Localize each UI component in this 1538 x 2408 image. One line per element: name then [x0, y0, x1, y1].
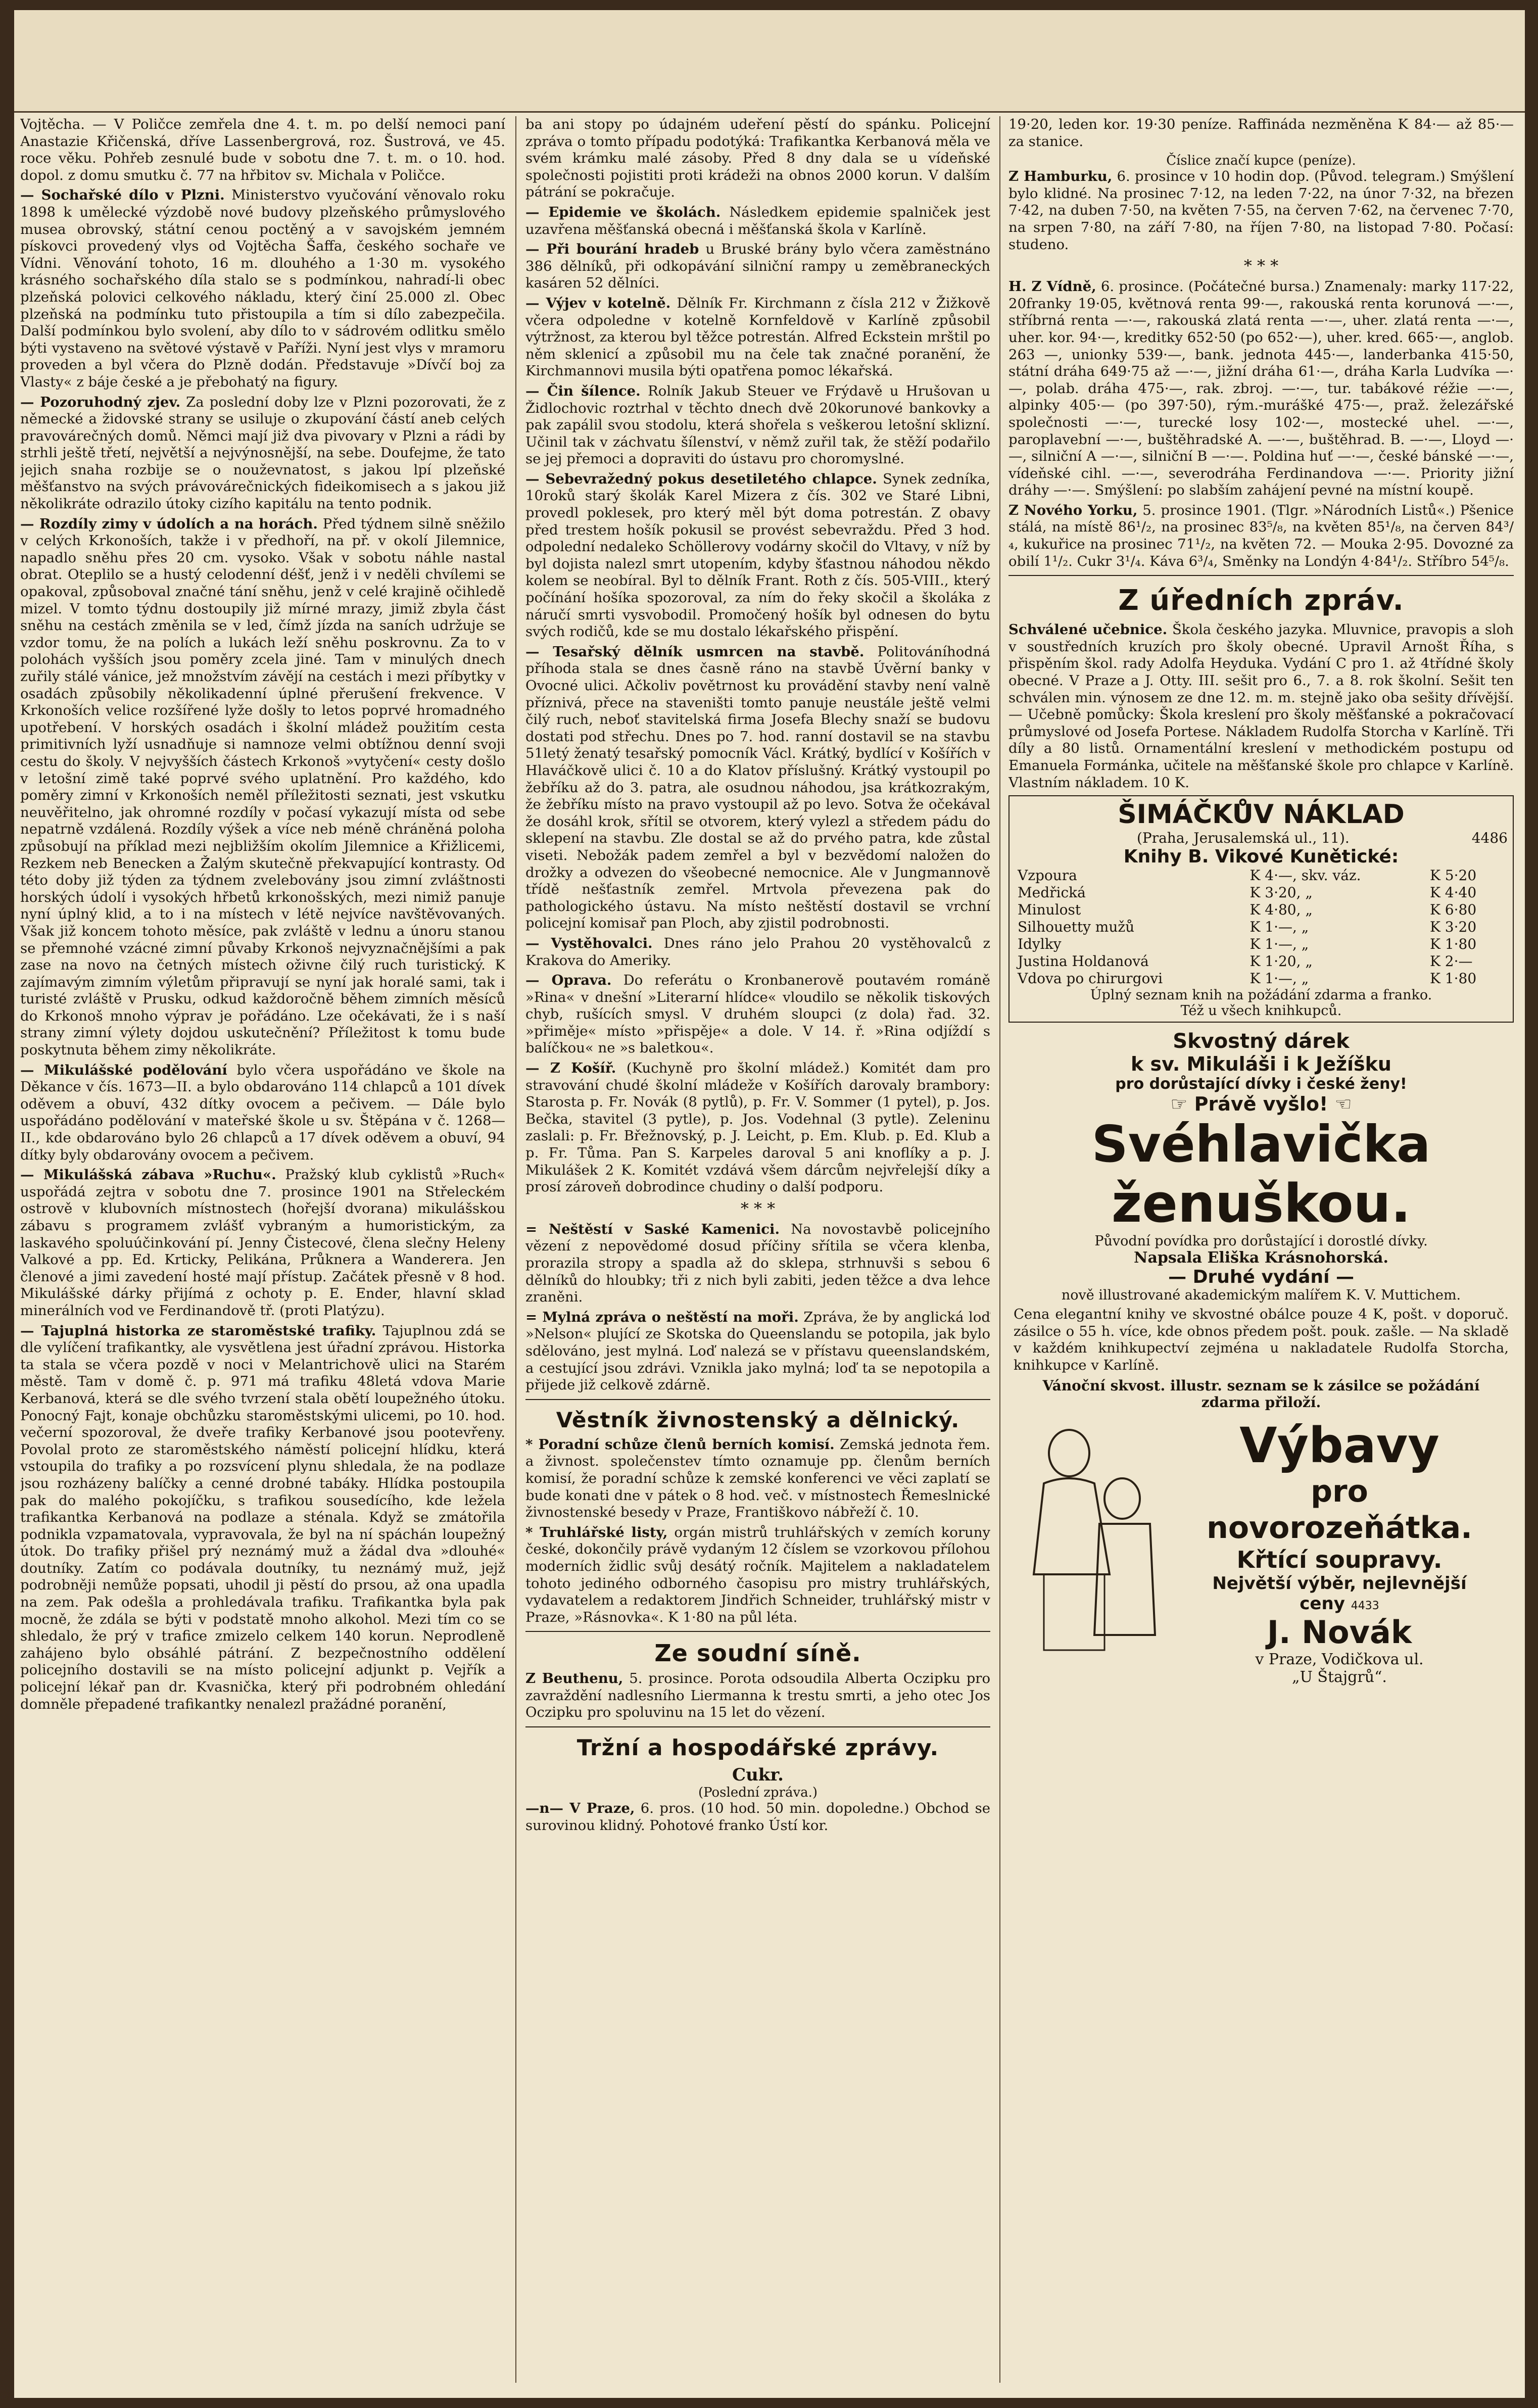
article-cukr-praha: [525, 1800, 990, 1834]
table-row: [1015, 867, 1508, 884]
ad-number: 4433: [1351, 1599, 1379, 1612]
ad-line: [1175, 1594, 1504, 1614]
ad-svehlavicka: [1008, 1027, 1514, 1413]
book-title: Silhouetty mužů: [1018, 919, 1135, 936]
column-1: [20, 116, 505, 2383]
table-row: [1015, 936, 1508, 953]
ad-headline: ženuškou.: [1111, 1173, 1411, 1235]
ad-subtitle: Knihy B. Vikové Kunětické:: [1123, 846, 1399, 868]
ad-line: — Druhé vydání —: [1168, 1267, 1354, 1288]
article-pozoruhodny-zjev: [20, 394, 505, 513]
article-text: Rolník Jakub Steuer ve Frýdavě u Hrušovan u Židlochovic roztrhal v těchto dnech dvě 20korunové bankovky a pak zapálil svou stodolu, která shořela s veškerou letošní sklizní. Učinil tak v záchvatu šílenství, v němž zuřil tak, že stěží podařilo se jej přemoci a dopraviti do ústavu pro choromyslné.: [525, 382, 990, 467]
headline: — Tajuplná historka ze staroměstské trafiky.: [20, 1322, 376, 1339]
article-mylna-zprava: [525, 1309, 990, 1394]
article-tesarsky-delnik: [525, 644, 990, 932]
headline: Z Beuthenu,: [525, 1670, 623, 1687]
ad-headline: J. Novák: [1267, 1613, 1412, 1651]
divider: [525, 1631, 990, 1632]
article-obituary: Vojtěcha. — V Poličce zemřela dne 4. t. m. po delší nemoci paní Anastazie Křičenská, dříve Lassenbergrová, roz. Šustrová, ve 45. roce věku. Pohřeb zesnulé bude v sobotu dne 7. t. m. o 10. hod. dopol. z domu smutku č. 77 na hřbitov sv. Michala v Poličce.: [20, 116, 505, 183]
headline: — Sebevražedný pokus desetiletého chlapce.: [525, 470, 877, 487]
book-price-bound: K 6·80: [1429, 901, 1477, 919]
ad-line-text: ceny: [1300, 1593, 1345, 1614]
divider: [525, 1726, 990, 1727]
headline: * Truhlářské listy,: [525, 1524, 668, 1540]
book-price: K 1·—, „: [1249, 936, 1309, 953]
article-text: 5. prosince. Porota odsoudila Alberta Oczipku pro zavraždění nadlesního Liermanna k trestu smrti, a jeho otec Jos Oczipku pro spoluvinu na 15 let do vězení.: [525, 1670, 990, 1721]
article-text: Pražský klub cyklistů »Ruch« uspořádá zejtra v sobotu dne 7. prosince 1901 na Střeleckém ostrově v klubovních místnostech (hořejší dvorana) mikulášskou zábavu s programem zvlášť vybraným a humoristickým, za laskavého spoluúčinkování pí. Jenny Čistecové, člena slečny Heleny Valkové a pp. Ed. Krticky, Pelikána, Průknera a Wanderera. Jen členové a jimi zavedení hosté mají přístup. Začátek přesně v 8 hod. Mikulášské dárky přijímá z ochoty p. E. Ender, hlavní sklad minerálních vod ve Ferdinandově tř. (proti Platýzu).: [20, 1167, 505, 1319]
separator-stars: * * *: [740, 1198, 776, 1218]
headline: = Mylná zpráva o neštěstí na moři.: [525, 1309, 799, 1325]
headline: —n— V Praze,: [525, 1800, 635, 1817]
ad-line: „U Štajgrů“.: [1292, 1668, 1387, 1686]
book-price: K 1·—, „: [1249, 970, 1309, 987]
article-text: orgán mistrů truhlářských v zemích koruny české, dokončily právě vydaným 12 číslem se vzorkovou přílohou moderních židlic svůj desátý ročník. Majitelem a nakladatelem tohoto jediného odborného časopisu pro mistry truhlářských, vydavatelem a redaktorem Jindřich Schneider, truhlářský mistr v Praze, »Rásnovka«. K 1·80 na půl léta.: [525, 1524, 990, 1625]
table-row: [1015, 884, 1508, 901]
ad-address: [1015, 830, 1508, 846]
ad-line: Největší výběr, nejlevnější: [1212, 1573, 1467, 1594]
book-price-bound: K 3·20: [1429, 919, 1477, 936]
subsection-cukr: Cukr.: [732, 1765, 784, 1786]
article-text: 6. pros. (10 hod. 50 min. dopoledne.) Obchod se surovinou klidný. Pohotové franko Ústí kor.: [525, 1800, 990, 1834]
book-price: K 1·—, „: [1249, 919, 1309, 936]
article-cin-silence: [525, 383, 990, 468]
article-bourani-hradeb: [525, 241, 990, 292]
divider: [1008, 575, 1514, 576]
book-title: Vdova po chirurgovi: [1018, 970, 1163, 987]
ad-footer-2: Též u všech knihkupců.: [1180, 1003, 1342, 1019]
headline: — Epidemie ve školách.: [525, 204, 721, 220]
article-socharske-dilo: [20, 187, 505, 391]
article-tajuplna-historka: [20, 1323, 505, 1713]
article-epidemie: [525, 204, 990, 238]
ad-headline: Svéhlavička: [1091, 1115, 1431, 1174]
table-row: [1015, 919, 1508, 936]
article-text: 6. prosince v 10 hodin dop. (Původ. telegram.) Smýšlení bylo klidné. Na prosinec 7·12, na leden 7·22, na únor 7·32, na březen 7·42, na duben 7·50, na květen 7·55, na červen 7·62, na červenec 7·70, na srpen 7·80, na září 7·80, na říjen 7·80, na listopad 7·80. Počasí: studeno.: [1008, 168, 1514, 253]
article-text: Před týdnem silně sněžilo v celých Krkonoších, takže i v předhoří, na př. v okolí Jilemnice, napadlo sněhu přes 20 cm. vysoko. Však v sobotu náhle nastal obrat. Oteplilo se a hustý celodenní déšť, jenž i v neděli chvílemi se opakoval, způsoboval značné tání sněhu, jenž v celé krajině očihledě mizel. V tomto týdnu dostoupily již mírné mrazy, jimiž zbyla část sněhu na cestách změnila se v led, čímž jízda na saních udržuje se vzdor tomu, že na polích a lukách leží sněhu poskrovnu. Za to v polohách vyšších jsou poměry zcela jiné. Tam v minulých dnech zuřily stálé vánice, jež množstvím závějí na cestách i mezi příbytky v osadách způsobily několikadenní úplné přerušení frekvence. V Krkonoších velice rozšířené lyže došly to letos poprvé hromadného upotřebení. V horských osadách i školní mládež použitím cesta primitivních lyží usnadňuje si namnoze velmi obtížnou denní svoji cestu do školy. V nejvyšších částech Krkonoš »vytyčení« cesty došlo v letošní zimě také poprvé svého uplatnění. Pro každého, kdo poměry zimní v Krkonoších neměl příležitosti seznati, jest vskutku neuvěřitelno, jak ohromné rozdíly v počasí vykazují místa od sebe nepatrně vzdálená. Rozdíly výšek a více neb méně chráněná poloha způsobují na příklad mezi nejbližším okolím Jilemnice a Křižlicemi, Rezkem neb Benecken a Žalým skutečně překvapující kontrasty. Od této doby již týden za týdnem zvelebovány jsou zimní zvláštnosti horských údolí i vysokých hřbetů krkonošských, mezi nimiž panuje nyní úplný klid, a to i na místech v létě nejvíce navštěvovaných. Však již koncem tohoto měsíce, pak zvláště v lednu a únoru stanou se přemnohé vzácné zimní půvaby Krkonoš nejvyznačnějšími a pak zase na novo na četných místech oživne čilý ruch turistický. K zajímavým zimním výletům připravují se nyní jak horalé sami, tak i turisté zvláště v Prusku, odkud každoročně během zimních měsíců do Krkonoš mnoho výprav je pořádáno. Lze očekávati, že i s naší strany zimní výlety dojdou uskutečnění? Příležitost k tomu bude poskytnuta během zimy několikráte.: [20, 515, 505, 1058]
book-price: K 4·—, skv. váz.: [1249, 867, 1361, 884]
article-text: Zemská jednota řem. a živnost. společenstev tímto oznamuje pp. členům berních komisí, že poradní schůze k zemské konferenci ve věci zaplatí se bude konati dne v pátek o 8 hod. več. v místnostech Řemeslnické živnostenské besedy v Praze, Františkovo nábřeží č. 10.: [525, 1436, 990, 1521]
article-text: bylo včera uspořádáno ve škole na Děkance v čís. 1673—II. a bylo obdarováno 114 chlapců a 101 dívek oděvem a obuví, 432 dítky ovocem a pečivem. — Dále bylo uspořádáno podělování v mateřské škole u sv. Štěpána v č. 1268—II., kde obdarováno bylo 26 chlapců a 17 dívek oděvem a obuví, 94 dítky byly obdarovány ovocem a pečivem.: [20, 1062, 505, 1163]
article-text: 5. prosince 1901. (Tlgr. »Národních Listů«.) Pšenice stálá, na místě 86¹/₂, na prosinec 83⁵/₈, na květen 85¹/₈, na červen 84³/₄, kukuřice na prosinec 71¹/₂, na květen 72. — Mouka 2·95. Dovozné za obilí 1¹/₂. Cukr 3¹/₄. Káva 6³/₄, Směnky na Londýn 4·84¹/₂. Stříbro 54⁵/₈.: [1008, 502, 1514, 569]
book-list: [1015, 867, 1508, 987]
article-text: u Bruské brány bylo včera zaměstnáno 386 dělníků, při odkopávání silniční rampy u zeměbraneckých kasáren 52 dělníci.: [525, 241, 990, 292]
article-text: Do referátu o Kronbanerově poutavém románě »Rina« v dnešní »Literarní hlídce« vloudilo se několik tiskových chyb, rušících smysl. V druhém sloupci (z dola) řad. 32. »přiměje« místo »přispěje« a dole. V 14. ř. »Rina odjíždí s balíčkou« ne »s baletkou«.: [525, 972, 990, 1056]
article-text: Dnes ráno jelo Prahou 20 vystěhovalců z Krakova do Ameriky.: [525, 935, 990, 969]
section-title-vestnik: Věstník živnostenský a dělnický.: [556, 1407, 960, 1432]
headline: — Oprava.: [525, 972, 612, 989]
book-price: K 3·20, „: [1249, 884, 1313, 901]
subsection-note: (Poslední zpráva.): [698, 1785, 818, 1801]
top-strip: [20, 10, 1516, 111]
article-text: Za poslední doby lze v Plzni pozorovati, že z německé a židovské strany se usiluje o zkupování částí aneb celých pravovárečných domů. Němci mají již dva pivovary v Plzni a rádi by strhli ještě třetí, největší a nejvýnosnější, na sebe. Doufejme, že tato jejich snaha rozbije se o nouževnatost, s jakou lpí plzeňské měšťanstvo na svých právovárečnických fideikomisech a s jakou již několikráte odrazilo útoky cizího kapitálu na tento podnik.: [20, 394, 505, 512]
article-truhlarske-listy: [525, 1524, 990, 1626]
ad-vybavy: [1008, 1417, 1514, 1686]
article-mikulasska-zabava: [20, 1167, 505, 1319]
book-price-bound: K 5·20: [1429, 867, 1477, 884]
article-rozdily-zimy: [20, 516, 505, 1059]
separator-stars: * * *: [1243, 256, 1279, 276]
article-nestesti: [525, 1221, 990, 1306]
column-3: [1008, 116, 1514, 2383]
headline: * Poradní schůze členů berních komisí.: [525, 1436, 835, 1453]
article-text: (Kuchyně pro školní mládež.) Komitét dam pro stravování chudé školní mládeže v Košířích darovaly brambory: Starosta p. Fr. Novák (8 pytlů), p. Fr. V. Sommer (1 pytel), p. Jos. Bečka, stavitel (3 pytle), p. Jos. Vodehnal (3 pytle). Zeleninu zaslali: p. Fr. Břežnovský, p. J. Leicht, p. Em. Klub. p. Ed. Klub a p. Fr. Tůma. Pan S. Karpeles daroval 5 ani knoflíky a p. J. Mikulášek 2 K. Komitét vzdává všem dárcům nejvřelejší díky a prosí zároveň dobrodince chudiny o další podporu.: [525, 1060, 990, 1195]
ad-line: ☞ Právě vyšlo! ☜: [1170, 1093, 1352, 1116]
section-title-ze-soudni-sine: Ze soudní síně.: [654, 1640, 861, 1667]
market-new-york: [1008, 502, 1514, 570]
book-title: Medřická: [1018, 884, 1086, 901]
ad-headline: Výbavy: [1239, 1417, 1439, 1474]
newspaper-page: [14, 10, 1525, 2398]
book-title: Justina Holdanová: [1018, 953, 1149, 970]
section-title-z-uradnich-zprav: Z úředních zpráv.: [1118, 584, 1404, 617]
article-text: Politováníhodná příhoda stala se dnes časně ráno na stavbě Úvěrní banky v Ovocné ulici. Ačkoliv povětrnost ku provádění stavby není valně příznivá, přece na staveništi tomto panuje neustále ještě velmi čilý ruch, neboť stavitelská firma Josefa Blechy snaží se budovu dostati pod střechu. Dnes po 7. hod. ranní dostavil se na stavbu 51letý ženatý tesařský pomocník Václ. Krátký, bydlící v Košířích v Hlaváčkově ulici č. 10 a do Klatov příslušný. Krátký vystoupil po žebříku až do 3. patra, ale osudnou náhodou, jsa krátkozrakým, že žebříku místo na pravo vystoupil až po levo. Sotva že očekával že dosáhl krok, sřítil se otvorem, který vylezl a středem pádu do sklepení na stavbu. Zle dostal se až do prvého patra, kde zůstal viseti. Nebožák padem zemřel a byl v bezvědomí naložen do drožky a odvezen do všeobecné nemocnice. Ale v Jungmannově třídě nešťastník zemřel. Mrtvola převezena pak do pathologického ústavu. Na místo neštěstí dostavil se vrchní policejní komisař pan Ploch, aby zjistil podrobnosti.: [525, 643, 990, 932]
article-text: Synek zedníka, 10roků starý školák Karel Mizera z čís. 302 ve Staré Libni, provedl poklesek, pro který měl být doma potrestán. Z obavy před trestem hošík pokusil se provést sebevraždu. Před 3 hod. odpolední nedaleko Schöllerovy vodárny skočil do Vltavy, v níž by byl dojista nalezl smrt utopením, kdyby šťastnou náhodou někdo kolem se neobíral. Byl to dělník Frant. Roth z čís. 505-VIII., který počínání hošíka spozoroval, za ním do řeky skočil a školáka z náručí smrti vysvobodil. Promočený hošík byl odnesen do bytu svých rodičů, kde se mu dostalo lékařského přispění.: [525, 470, 990, 640]
article-z-beuthenu: [525, 1670, 990, 1721]
headline: — Mikulášská zábava »Ruchu«.: [20, 1167, 276, 1183]
column-rule-2: [999, 116, 1000, 2383]
book-price-bound: K 2·—: [1429, 953, 1473, 970]
ad-line: nově illustrované akademickým malířem K. V. Muttichem.: [1061, 1287, 1461, 1304]
headline: — Rozdíly zimy v údolích a na horách.: [20, 515, 318, 532]
article-mikulasske-podelovani: [20, 1062, 505, 1164]
book-price: K 1·20, „: [1249, 953, 1313, 970]
ad-number: 4486: [1471, 830, 1508, 847]
headline: — Sochařské dílo v Plzni.: [20, 187, 225, 204]
ad-title: ŠIMÁČKŮV NÁKLAD: [1118, 799, 1405, 830]
article-vyjev-v-kotelne: [525, 295, 990, 380]
article-text: Následkem epidemie spalniček jest uzavřena měšťanská obecná i měšťanská škola v Karlíně.: [525, 204, 990, 237]
book-title: Vzpoura: [1018, 867, 1077, 884]
column-rule-1: [515, 116, 516, 2383]
ad-address-text: (Praha, Jerusalemská ul., 11).: [1136, 830, 1350, 847]
table-row: [1015, 970, 1508, 987]
article-poradni-schuze: [525, 1436, 990, 1521]
book-title: Idylky: [1018, 936, 1062, 953]
headline: — Při bourání hradeb: [525, 241, 699, 258]
article-sebevrazedny-pokus: [525, 471, 990, 641]
page-top-area: [14, 10, 1525, 113]
table-row: [1015, 953, 1508, 970]
article-text: Tajuplnou zdá se dle vylíčení trafikantky, ale vysvětlena jest úřadní zprávou. Historka ta stala se včera pozdě v noci v Melantrichově ulici na Starém městě. Tam v domě č. p. 971 má trafiku 48letá vdova Marie Kerbanová, která se dle svého tvrzení stala obětí loupežného útoku. Ponocný Fajt, konaje obchůzku staroměstskými ulicemi, po 10. hod. večerní spozoroval, že dveře trafiky Kerbanové jsou pootevřeny. Povolal proto ze staroměstského náměstí policejní hlídku, která vstoupila do trafiky a po rozsvícení plynu shledala, že na podlaze jsou rozházeny balíčky a cenné drobné tabáky. Hlídka postoupila pak do malého pokojíčku, s trafikou sousedícího, kde ležela trafikantka Kerbanová na podlaze a sténala. Když se zmátořila podnikla vzpamatovala, vypravovala, že byl na ní spáchán loupežný útok. Do trafiky přišel prý neznámý muž a žádal dva »dlouhé« doutníky. Zatím co podávala doutníky, tu neznámý muž, jejž podrobněji nemůže popsati, uhodil ji pěstí do prsou, až ona upadla na zem. Pak odešla a prohledávala trafiku. Trafikantka byla pak mocně, že zdála se býti v podstatě mnoho alkohol. Mezi tím co se shledalo, že prý v trafice zmizelo celkem 140 korun. Neprodleně zahájeno bylo obsáhlé pátrání. Z bezpečnostního oddělení policejního dostavili se na místo policejní adjunkt p. Vejřík a policejní lékař pan dr. Kvasnička, který při podrobném ohledání domněle přepadené trafikantky nenalezl pražádné poranění,: [20, 1322, 505, 1712]
divider: [525, 1399, 990, 1400]
ad-line: pro dorůstající dívky i české ženy!: [1115, 1075, 1407, 1093]
article-vystehovalci: [525, 935, 990, 969]
ad-line: k sv. Mikuláši i k Ježíšku: [1131, 1053, 1391, 1076]
market-continued: 19·20, leden kor. 19·30 peníze. Raffináda nezměněna K 84·— až 85·— za stanice.: [1008, 116, 1514, 150]
book-price-bound: K 4·40: [1429, 884, 1477, 901]
article-schvalene-ucebnice: [1008, 621, 1514, 791]
headline: — Tesařský dělník usmrcen na stavbě.: [525, 643, 864, 660]
article-text: Dělník Fr. Kirchmann z čísla 212 v Žižkově včera odpoledne v kotelně Kornfeldově v Karlíně způsobil výtržnost, za kterou byl těžce potrestán. Alfred Eckstein mrštil po něm sklenicí a způsobil mu na čele tak značné poranění, že Kirchmannovi musila býti opatřena pomoc lékařská.: [525, 295, 990, 379]
headline: — Výjev v kotelně.: [525, 295, 671, 311]
article-oprava: [525, 972, 990, 1057]
headline: — Čin šílence.: [525, 382, 641, 399]
book-price-bound: K 1·80: [1429, 936, 1477, 953]
headline: — Pozoruhodný zjev.: [20, 394, 181, 410]
ad-line: Původní povídka pro dorůstající i dorostlé dívky.: [1094, 1233, 1428, 1249]
headline: H. Z Vídně,: [1008, 278, 1096, 295]
ad-line: Vánoční skvost. illustr. seznam se k zásilce se požádání zdarma přiloží.: [1042, 1377, 1480, 1411]
article-text: Zpráva, že by anglická loď »Nelson« plující ze Skotska do Queenslandu se potopila, jak bylo sdělováno, jest mylná. Loď nalezá se v přístavu queenslandském, a cestující jsou zdrávi. Vznikla jako mylná; loď ta se nepotopila a přijede již celkově zdárně.: [525, 1309, 990, 1393]
article-z-kosir: [525, 1060, 990, 1196]
article-continued: ba ani stopy po údajném udeření pěstí do spánku. Policejní zpráva o tomto případu podotýká: Trafikantka Kerbanová měla ve svém krámku malé zásoby. Před 8 dny dala se u vídeňské společnosti pojistiti proti krádeži na obnos 2000 korun. V dalším pátrání se pokračuje.: [525, 116, 990, 201]
headline: — Mikulášské podělování: [20, 1062, 227, 1078]
ad-line: Skvostný dárek: [1173, 1030, 1350, 1053]
ad-headline: pro novorozeňátka.: [1207, 1473, 1472, 1546]
table-row: [1015, 901, 1508, 919]
article-text: Škola českého jazyka. Mluvnice, pravopis a sloh v soustředních kruzích pro školy obecné. Upravil Arnošt Říha, s přispěním škol. rady Adolfa Heyduka. Vydání C pro 1. až 4třídné školy obecné. V Praze a J. Otty. III. sešit pro 6., 7. a 8. rok školní. Sešit ten schválen min. výnosem ze dne 12. m. m. stejně jako oba sešity dřívější. — Učebně pomůcky: Škola kreslení pro školy měšťanské a pokračovací průmyslové od Josefa Portese. Nákladem Rudolfa Storcha v Karlíně. Tři díly a 80 listů. Ornamentální kreslení v methodickém postupu od Emanuela Formánka, učitele na měšťanské škole pro chlapce v Karlíně. Vlastním nákladem. 10 K.: [1008, 621, 1514, 791]
ad-line: Napsala Eliška Krásnohorská.: [1134, 1249, 1388, 1267]
column-2: [525, 116, 990, 2383]
ad-simacek: [1008, 795, 1514, 1023]
market-vienna: [1008, 278, 1514, 499]
headline: — Vystěhovalci.: [525, 935, 653, 951]
market-note: Číslice značí kupce (peníze).: [1166, 153, 1356, 169]
headline: Schválené učebnice.: [1008, 621, 1168, 638]
headline: Z Hamburku,: [1008, 168, 1113, 185]
ad-line: v Praze, Vodičkova ul.: [1255, 1650, 1424, 1668]
ad-footer: Úplný seznam knih na požádání zdarma a franko.: [1090, 987, 1432, 1003]
headline: Z Nového Yorku,: [1008, 502, 1138, 518]
ad-text: Cena elegantní knihy ve skvostné obálce pouze 4 K, pošt. v doporuč. zásilce o 55 h. více, kde obnos předem pošt. pouk. zašle. — Na skladě v každém knihkupectví zejména u nakladatele Rudolfa Storcha, knihkupce v Karlíně.: [1014, 1306, 1509, 1373]
article-text: Na novostavbě policejního vězení z nepovědomé dosud příčiny sřítila se včera klenba, prorazila stropy a spadla až do sklepa, strhnuvši s sebou 6 dělníků do hloubky; tři z nich byli zabiti, jeden těžce a dva lehce zraněni.: [525, 1221, 990, 1306]
book-title: Minulost: [1018, 901, 1081, 919]
article-text: 6. prosince. (Počátečné bursa.) Znamenaly: marky 117·22, 20franky 19·05, květnová renta 99·—, rakouská renta korunová —·—, stříbrná renta —·—, rakouská zlatá renta —·—, uher. zlatá renta —·—, uher. kor. 94·—, kreditky 652·50 (po 652·—), uher. kred. 665·—, anglob. 263 —, unionky 539·—, bank. jednota 445·—, landerbanka 415·50, státní dráha 649·75 až —·—, jižní dráha 61·—, dráha Karla Ludvíka —·—, polab. dráha 475·—, rak. zbroj. —·—, tur. tabákové réžie —·—, alpinky 405·— (po 397·50), rým.-murášké 475·—, praž. železářské společnosti —·—, turecké losy 102·—, mostecké uhel. —·—, paroplavební —·—, buštěhradské A. —·—, buštěhrad. B. —·—, Lloyd —·—, silniční A —·—, silniční B —·—. Poldina huť —·—, české bánské —·—, vídeňské cihl. —·—, severodráha Ferdinandova —·—. Priority jižní dráhy —·—. Smýšlení: po slabším zahájení pevné na místní koupě.: [1008, 278, 1514, 499]
ad-line: Křtící soupravy.: [1236, 1546, 1443, 1573]
market-hamburg: [1008, 168, 1514, 253]
illustration-children: [1014, 1423, 1165, 1660]
book-price: K 4·80, „: [1249, 901, 1313, 919]
book-price-bound: K 1·80: [1429, 970, 1477, 987]
article-text: Ministerstvo vyučování věnovalo roku 1898 k umělecké výzdobě nové budovy plzeňského průmyslového musea obrovský, státní cenou poctěný a v savojském jemném pískovci provedený vlys od Vojtěcha Šaffa, českého sochaře ve Vídni. Věnování tohoto, 16 m. dlouhého a 1·30 m. vysokého krásného sochařského díla stalo se s podmínkou, nahradí-li obec plzeňská polovici celkového nákladu, který činí 25.000 zl. Obec plzeňská na podmínku tuto přistoupila a tím si dílo zabezpečila. Další podmínkou bylo svolení, aby dílo to v sádrovém odlitku smělo býti vystaveno na světové výstavě v Paříži. Nyní jest vlys v mramoru proveden a byl včera do Plzně dodán. Představuje »Dívčí boj za Vlasty« z báje české a je přebohatý na figury.: [20, 187, 505, 390]
headline: — Z Košíř.: [525, 1060, 616, 1077]
headline: = Neštěstí v Saské Kamenici.: [525, 1221, 780, 1237]
section-title-trzni-zpravy: Tržní a hospodářské zprávy.: [576, 1735, 939, 1761]
